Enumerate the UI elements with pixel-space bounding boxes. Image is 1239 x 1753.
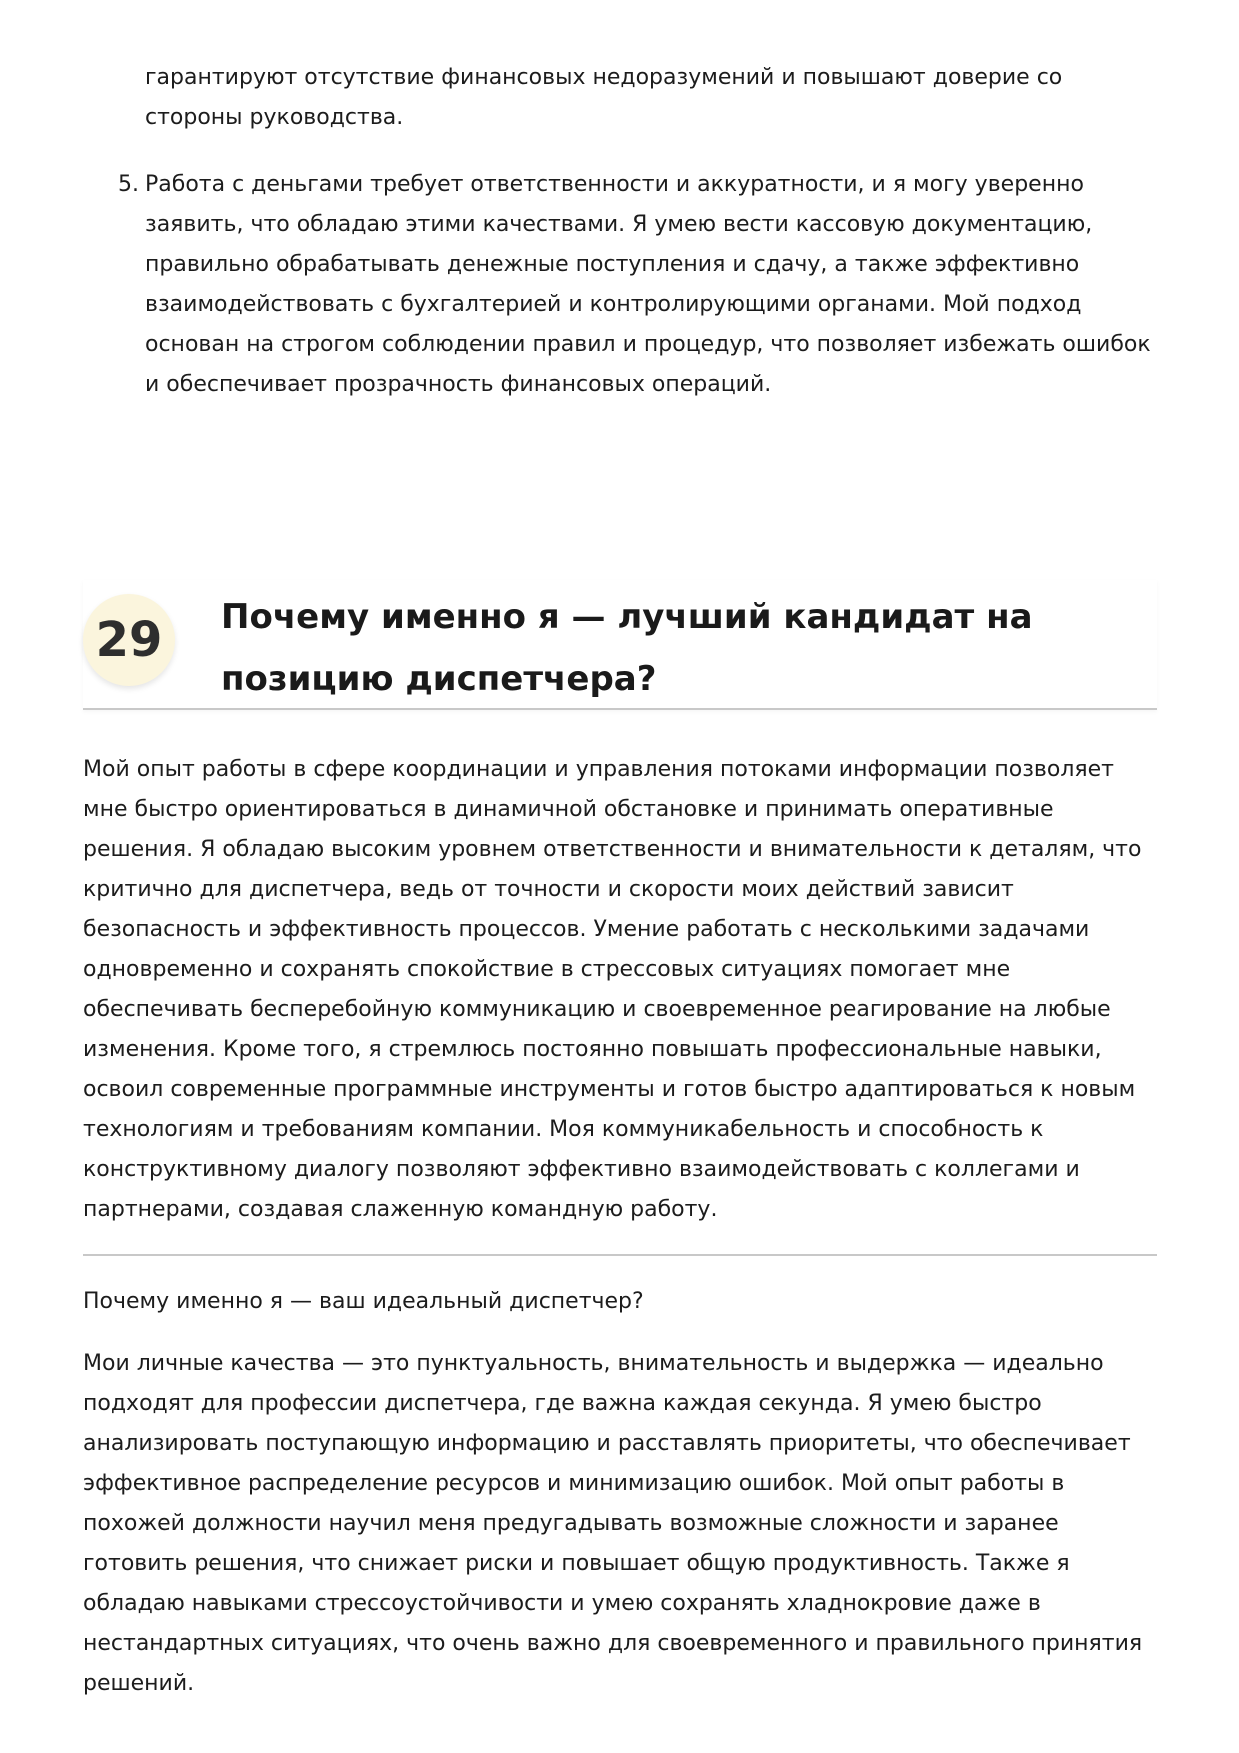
section-paragraph: Мой опыт работы в сфере координации и управления потоками информации позволяет мне быстро ориентироваться в динамичной обстановке и принимать оперативные решения. Я обладаю высоким уровнем ответственности и внимательности к деталям, что критично для диспетчера, ведь от точности и скорости моих действий зависит безопасность и эффективность процессов. Умение работать с несколькими задачами одновременно и сохранять спокойствие в стрессовых ситуациях помогает мне обеспечивать бесперебойную коммуникацию и своевременное реагирование на любые изменения. Кроме того, я стремлюсь постоянно повышать профессиональные навыки, освоил современные программные инструменты и готов быстро адаптироваться к новым технологиям и требованиям компании. Моя коммуникабельность и способность к конструктивному диалогу позволяют эффективно взаимодействовать с коллегами и партнерами, создавая слаженную командную работу. — [83, 757, 1142, 1222]
list-item-text: Работа с деньгами требует ответственности и аккуратности, и я могу уверенно заявить, что обладаю этими качествами. Я умею вести кассовую документацию, правильно обрабатывать денежные поступления и сдачу, а также эффективно взаимодействовать с бухгалтерией и контролирующими органами. Мой подход основан на строгом соблюдении правил и процедур, что позволяет избежать ошибок и обеспечивает прозрачность финансовых операций. — [145, 172, 1151, 397]
section-paragraph-2: Мои личные качества — это пунктуальность, внимательность и выдержка — идеально подходят для профессии диспетчера, где важна каждая секунда. Я умею быстро анализировать поступающую информацию и расставлять приоритеты, что обеспечивает эффективное распределение ресурсов и минимизацию ошибок. Мой опыт работы в похожей должности научил меня предугадывать возможные сложности и заранее готовить решения, что снижает риски и повышает общую продуктивность. Также я обладаю навыками стрессоустойчивости и умею сохранять хладнокровие даже в нестандартных ситуациях, что очень важно для своевременного и правильного принятия решений. — [83, 1351, 1143, 1696]
list-item-number: 5. — [118, 172, 139, 197]
divider — [83, 1254, 1157, 1256]
subheading: Почему именно я — ваш идеальный диспетчер? — [83, 1289, 644, 1314]
list-item-continuation: гарантируют отсутствие финансовых недоразумений и повышают доверие со стороны руководства. — [145, 65, 1063, 130]
section-title: Почему именно я — лучший кандидат на позицию диспетчера? — [221, 597, 1033, 699]
section-number-badge: 29 — [83, 594, 175, 686]
section-header — [83, 580, 1157, 710]
list-item — [118, 165, 1158, 405]
